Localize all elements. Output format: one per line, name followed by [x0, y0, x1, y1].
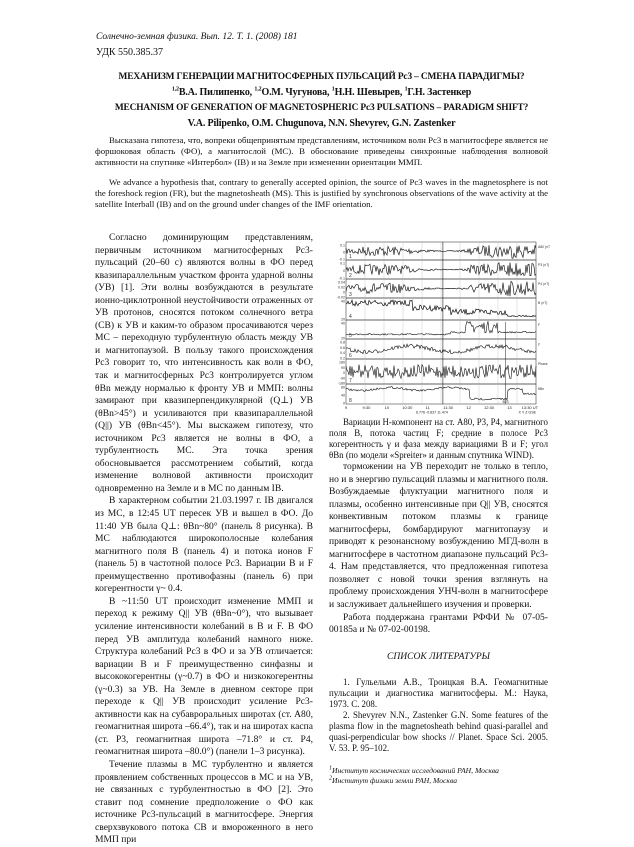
x-tick-label: 9:30	[362, 405, 371, 410]
paragraph: В ~11:50 UT происходит изменение ММП и переход к режиму Q|| УВ (θBn~0°), что вызывает усиление интенсивности колебаний в B и F. В ФО перед УВ амплитуда колебаний намного ниже. Структура колебаний Pc3 в ФО и за УВ отличается: вариации B и F преимущественно синфазны и высококогерентны (γ~0.7) в ФО и низкокогерентны (γ~0.3) за УВ. На Земле в дневном секторе при переходе к Q|| УВ происходит усиление Pc3-активности как на субавроральных широтах (ст. A80, геомагнитная широта –66.4°), так и на широтах каспа (ст. P3, геомагнитная широта –71.8° и ст. P4, геомагнитная широта –80.0°) (панели 1–3 рисунка).	[95, 595, 313, 758]
footnotes	[329, 766, 548, 786]
panel-label: θBn	[538, 387, 545, 391]
y-tick-label: 40	[341, 321, 345, 326]
figure	[330, 238, 550, 416]
panel-label: F	[538, 323, 541, 327]
references-heading: СПИСОК ЛИТЕРАТУРЫ	[387, 650, 490, 662]
y-tick-label: -0.02	[336, 295, 345, 300]
footnote-text: Институт физики земли РАН, Москва	[332, 776, 458, 786]
bow-shock-label: B.S	[502, 400, 509, 404]
figure-caption: Вариации H-компонент на ст. A80, P3, P4, магнитного поля B, потока частиц F; средние в полосе Pc3 когерентность γ и фаза между вариациями B и F; угол θBn (по модели «Spreiter» и данным спутника WIND).	[329, 417, 548, 460]
footnote-mark: 2	[329, 775, 332, 782]
y-tick-label: -90	[339, 376, 345, 381]
x-tick-label: 13	[507, 405, 512, 410]
y-tick-label: 180	[339, 360, 345, 365]
x-tick-label: 11:30	[443, 405, 454, 410]
paragraph: Работа поддержана грантами РФФИ № 07-05-00185а и № 07-02-00198.	[329, 611, 548, 636]
reference-item: 1. Гульельми А.В., Троицкая В.А. Геомагнитные пульсации и диагностика магнитосферы. М.: Наука, 1973. С. 208.	[329, 677, 548, 710]
x-tick-label: 12	[466, 405, 471, 410]
article-header	[95, 71, 548, 210]
panel-label: P3 (nT)	[538, 263, 550, 267]
author-affiliation: 1,2	[171, 86, 179, 93]
x-tick-label: 13:30 UT	[521, 405, 539, 410]
title-english: MECHANISM OF GENERATION OF MAGNETOSPHERIC Pc3 PULSATIONS – PARADIGM SHIFT?	[114, 103, 529, 113]
bottom-coordinates: 6.776 -0.837 11.474	[416, 410, 448, 415]
figure-plot	[330, 238, 550, 416]
author-affiliation: 1	[331, 86, 335, 93]
y-tick-label: 0	[343, 371, 345, 375]
y-tick-label: 20	[341, 317, 345, 322]
y-tick-label: 0.4	[340, 351, 345, 356]
paragraph: торможении на УВ переходит не только в тепло, но и в энергию пульсаций плазмы и магнитного поля. Возбуждаемые флуктуации магнитного поля и плазмы, особенно интенсивные при Q|| УВ, сносятся конвективным потоком плазмы к границе магнитосферы, бомбардируют магнитопаузу и приводят к резонансному возбуждению МГД-волн в магнитосфере в частотном диапазоне пульсаций Pc3-4. Нам представляется, что предложенная гипотеза позволяет с новой точки зрения взглянуть на проблему происхождения УНЧ-волн в магнитосфере и заслуживает дальнейшего изучения и проверки.	[329, 461, 548, 611]
y-tick-label: 0.6	[340, 345, 345, 350]
y-tick-label: 0	[343, 250, 345, 255]
y-tick-label: 0.1	[340, 261, 345, 266]
x-tick-label: 12:30	[484, 405, 495, 410]
footnote-mark: 1	[329, 765, 332, 772]
footnote	[329, 776, 548, 786]
x-tick-label: 10:30	[402, 405, 413, 410]
author-name: О.М. Чугунова,	[261, 87, 332, 98]
panel-label: Phase	[538, 362, 548, 366]
abstract-english: We advance a hypothesis that, contrary to generally accepted opinion, the source of Pc3 waves in the magnetosphere is not the foreshock region (FR), but the magnetosheath (MS). This is justified by synchronous observations of the wave activity at the satellite Interball (IB) and on the ground under changes of the IMF orientation.	[95, 177, 548, 209]
panel-number: 1	[349, 254, 352, 260]
y-tick-label: 20	[341, 336, 345, 341]
bottom-axis-label: X Y Z GSE	[518, 410, 536, 415]
author-affiliation: 1	[404, 86, 408, 93]
y-tick-label: 0.02	[338, 285, 345, 290]
y-tick-label: -0.1	[338, 276, 345, 281]
panel-label: P4 (nT)	[538, 282, 550, 286]
panel-number: 3	[349, 292, 352, 298]
y-tick-label: 40	[341, 393, 345, 398]
y-tick-label: -180	[337, 381, 345, 386]
y-tick-label: 0.2	[340, 356, 345, 361]
y-tick-label: 0	[343, 401, 345, 406]
reference-item: 2. Shevyrev N.N., Zastenker G.N. Some features of the plasma flow in the magnetosheath behind quasi-parallel and quasi-perpendicular bow shocks // Planet. Space Sci. 2005. V. 53. P. 95–102.	[329, 710, 548, 754]
panel-number: 5	[349, 333, 352, 339]
author-affiliation: 1,2	[254, 86, 262, 93]
y-tick-label: 0.04	[338, 280, 345, 285]
y-tick-label: 0.8	[340, 340, 345, 345]
panel-label: A80 (nT)	[538, 245, 550, 249]
footnote-text: Институт космических исследований РАН, Москва	[332, 766, 499, 776]
footnote	[329, 766, 548, 776]
right-column	[329, 417, 548, 786]
y-tick-label: 40	[341, 299, 345, 304]
panel-label: γ	[538, 342, 540, 346]
y-tick-label: 0.1	[340, 243, 345, 248]
panel-number: 8	[349, 398, 352, 404]
y-tick-label: 90	[341, 365, 345, 370]
panel-number: 6	[349, 353, 352, 359]
left-column	[95, 232, 313, 847]
panel-number: 2	[349, 273, 352, 279]
y-tick-label: 0	[343, 290, 345, 295]
x-tick-label: 9	[344, 405, 348, 410]
x-tick-label: 10	[384, 405, 390, 410]
author-name: Г.Н. Застенкер	[407, 87, 472, 98]
journal-header: Солнечно-земная физика. Вып. 12. Т. 1. (2008) 181	[96, 32, 298, 42]
paragraph: Течение плазмы в МС турбулентно и является проявлением собственных процессов в МС и на УВ, не связанных с турбулентностью в ФО [2]. Это ставит под сомнение предположение о ФО как источнике Pc3-пульсаций в магнитосфере. Энергия сверхзвукового потока СВ и вмороженного в него ММП при	[95, 758, 313, 846]
author-name: Н.Н. Шевырев,	[334, 87, 405, 98]
paragraph: В характерном событии 21.03.1997 г. IB двигался из МС, в 12:45 UT пересек УВ и вышел в ФО. До 11:40 УВ была Q⊥: θBn~80° (панель 8 рисунка). В МС наблюдаются широкополосные колебания магнитного поля B (панель 4) и потока ионов F (панель 5) в частотной полосе Pc3. Вариации B и F преимущественно противофазны (панель 6) при когерентности γ~ 0.4.	[95, 495, 313, 595]
panel-number: 4	[349, 314, 352, 320]
y-tick-label: 0	[343, 269, 345, 273]
x-tick-label: 11	[425, 405, 430, 410]
author-name: В.А. Пилипенко,	[178, 87, 255, 98]
udk-code: УДК 550.385.37	[96, 47, 164, 58]
y-tick-label: -0.1	[338, 257, 345, 262]
authors-russian	[95, 86, 548, 99]
paragraph: Согласно доминирующим представлениям, первичным источником магнитосферных Pc3-пульсаций (20–60 с) являются волны в ФО перед квазипараллельным участком фронта ударной волны (УВ) [1]. Эти волны возбуждаются в результате ионно-циклотронной неустойчивости отраженных от УВ протонов, сносятся потоком солнечного ветра (СВ) к УВ и каким-то образом просачиваются через МС – переходную турбулентную область между УВ и магнитопаузой. В пользу такого происхождения Pc3 говорит то, что интенсивность как волн в ФО, так и магнитосферных Pc3 контролируется углом θBn между нормалью к фронту УВ и ММП: волны замирают при квазиперпендикулярной (Q⊥) УВ (θBn>45°) и усиливаются при квазипараллельной (Q||) УВ (θBn<45°). Мы выскажем гипотезу, что источником Pc3 является не волны в ФО, а турбулентность МС. Эта точка зрения обосновывается рассмотрением событий, когда изменение волновой активности происходит одновременно на Земле и в МС по данным IB.	[95, 232, 313, 494]
panel-label: B (nT)	[538, 301, 548, 305]
y-tick-label: 80	[341, 385, 345, 390]
authors-english: V.A. Pilipenko, O.M. Chugunova, N.N. Shevyrev, G.N. Zastenker	[187, 118, 456, 129]
title-russian: МЕХАНИЗМ ГЕНЕРАЦИИ МАГНИТОСФЕРНЫХ ПУЛЬСАЦИЙ Pc3 – СМЕНА ПАРАДИГМЫ?	[118, 72, 525, 82]
panel-number: 7	[349, 378, 352, 384]
abstract-russian: Высказана гипотеза, что, вопреки общепринятым представлениям, источником волн Pc3 в магнитосфере является не форшоковая область (ФО), а магнитослой (МС). В обоснование приведены синхронные наблюдения волновой активности на спутнике «Интербол» (IB) и на Земле при изменении ориентации ММП.	[95, 135, 548, 167]
